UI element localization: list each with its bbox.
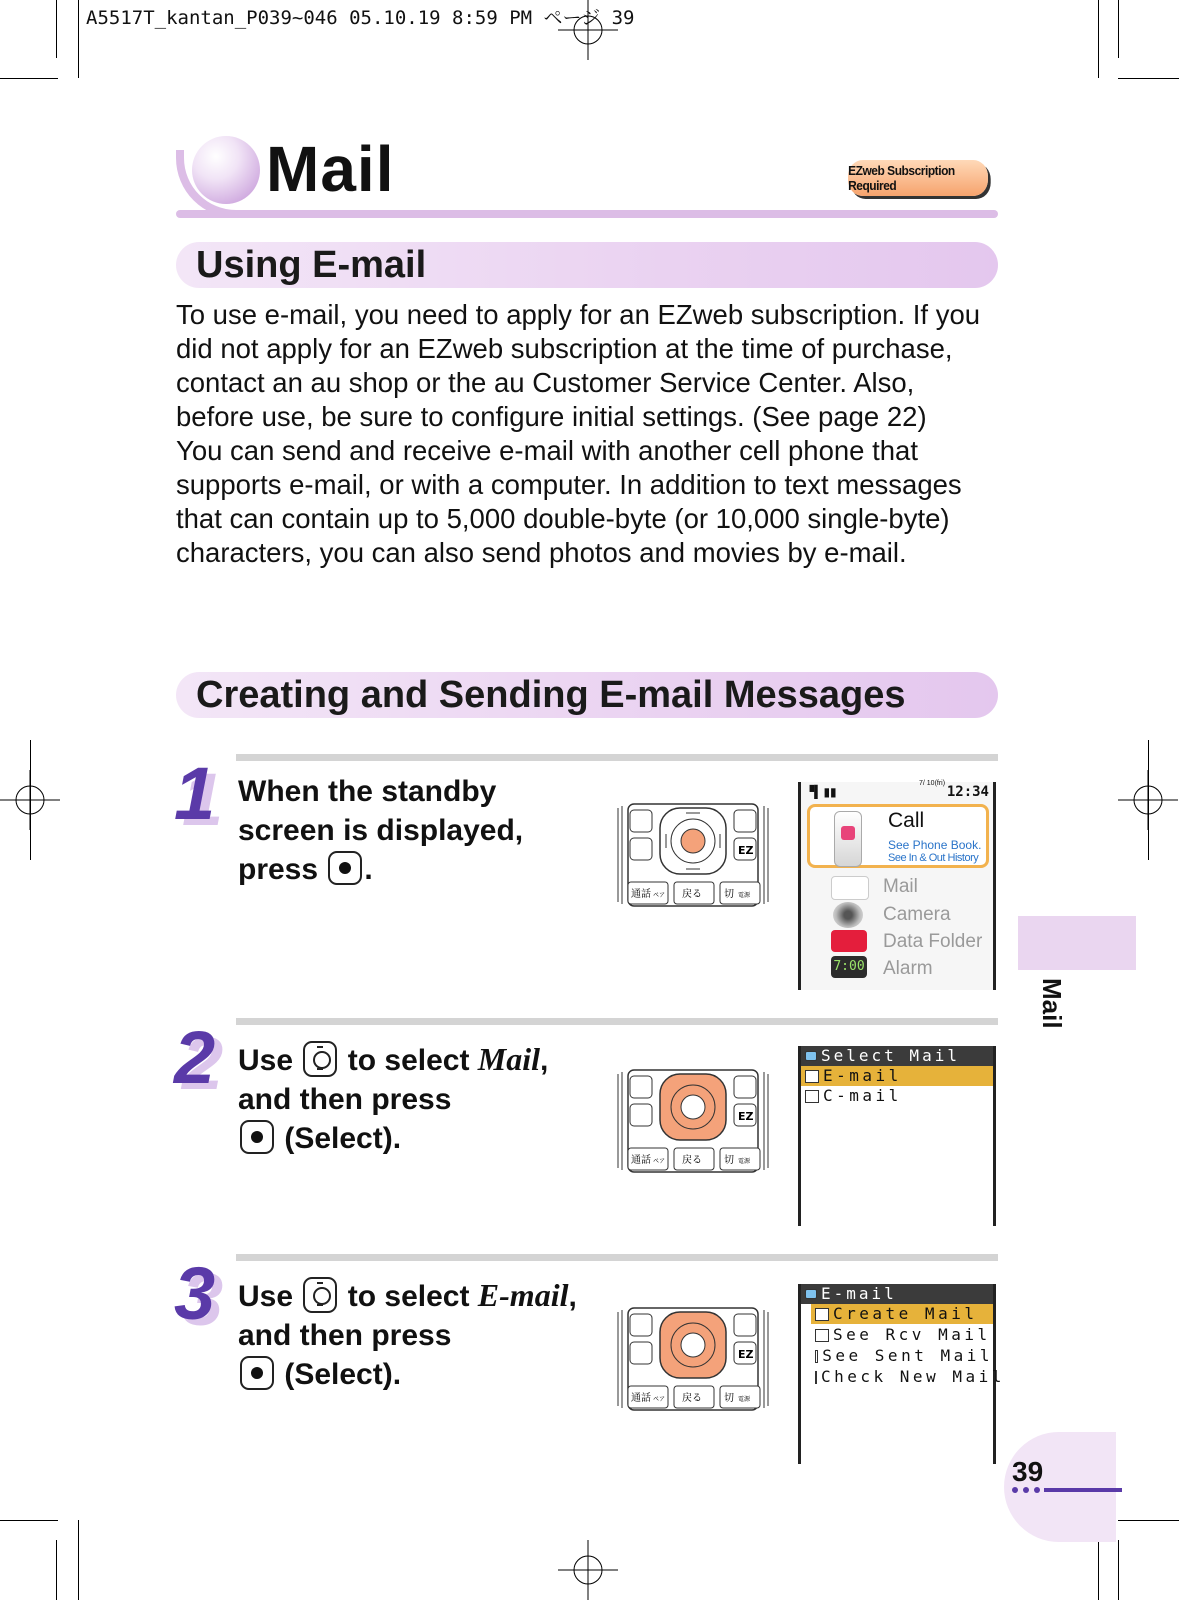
page-title: Mail — [266, 133, 395, 205]
menu-item-alarm[interactable]: Alarm — [883, 958, 933, 979]
screen-item-label: Create Mail — [833, 1304, 978, 1323]
keypad-illustration — [614, 1068, 772, 1174]
step-line — [238, 1276, 577, 1316]
power-key-label: 電源 — [738, 1396, 751, 1403]
crop-mark — [78, 1520, 79, 1600]
screen-item-see-sent-mail[interactable] — [811, 1346, 993, 1366]
nav-key-icon — [303, 1041, 337, 1077]
step-line: screen is displayed, — [238, 814, 524, 847]
step-line: and then press — [238, 1083, 452, 1116]
screen-title: Select Mail — [821, 1046, 960, 1065]
step-word: . — [364, 853, 373, 886]
step-word: Use — [238, 1280, 294, 1313]
ezweb-badge: EZweb Subscription Required — [848, 160, 988, 196]
section-header-using-email — [176, 242, 998, 288]
camera-icon — [833, 902, 863, 928]
title-sphere-icon — [192, 136, 260, 204]
step-word: (Select). — [284, 1122, 402, 1155]
ez-key-label: EZ — [738, 1348, 754, 1361]
ez-key-label: EZ — [738, 844, 754, 857]
crop-mark — [56, 0, 57, 58]
crop-mark — [1118, 0, 1119, 58]
pencil-icon — [815, 1308, 829, 1321]
step-1-instruction — [238, 772, 523, 889]
email-icon — [805, 1070, 819, 1083]
end-key-label: 切 — [724, 889, 734, 900]
keypad-illustration — [614, 1306, 772, 1412]
call-label: Call — [888, 809, 925, 832]
crop-mark — [0, 1520, 58, 1521]
crop-mark — [56, 1540, 57, 1600]
menu-item-camera[interactable]: Camera — [883, 904, 951, 925]
data-folder-icon — [831, 930, 867, 952]
date-label: 7/ 10(fri) — [919, 780, 946, 787]
screen-title: E-mail — [821, 1284, 897, 1303]
mail-icon — [831, 876, 869, 900]
center-key-icon — [240, 1120, 274, 1154]
back-key-label: 戻る — [682, 889, 702, 900]
step-divider — [236, 1018, 998, 1025]
screen-item-label: See Rcv Mail — [833, 1325, 991, 1344]
screen-title-bar — [801, 1046, 993, 1066]
end-key-label: 切 — [724, 1393, 734, 1404]
step-target: Mail — [477, 1041, 541, 1077]
screen-item-label: See Sent Mail — [822, 1346, 993, 1365]
intro-paragraph: You can send and receive e-mail with another cell phone that supports e-mail, or with a computer. In addition to text messages that can contain up to 5,000 double-byte (or 10,000 single-byte) characters, you can also send photos and movies by e-mail. — [176, 435, 962, 568]
step-word: to select — [347, 1044, 470, 1077]
print-header: A5517T_kantan_P039~046 05.10.19 8:59 PM ページ 39 — [86, 7, 635, 29]
pair-key-label: ペア — [653, 892, 666, 899]
step-line — [238, 850, 523, 889]
section-title: Creating and Sending E-mail Messages — [196, 674, 906, 716]
step-word: press — [238, 853, 319, 886]
crop-mark — [78, 0, 79, 78]
section-title: Using E-mail — [196, 244, 427, 286]
screen-item-label: Check New Mail — [821, 1367, 1005, 1386]
call-sub-label: See Phone Book. — [888, 838, 982, 852]
title-underline — [176, 210, 998, 218]
crop-mark — [1118, 78, 1179, 79]
back-key-label: 戻る — [682, 1155, 702, 1166]
ez-key-label: EZ — [738, 1110, 754, 1123]
screen-item-cmail[interactable] — [801, 1086, 993, 1106]
email-menu-screen — [798, 1284, 1005, 1464]
crop-mark — [1098, 0, 1099, 78]
step-3-instruction — [238, 1276, 577, 1394]
end-key-label: 切 — [724, 1155, 734, 1166]
page-dots-icon — [1012, 1487, 1122, 1493]
step-word: , — [568, 1280, 577, 1313]
step-number: 1 — [174, 752, 216, 835]
step-word: , — [540, 1044, 549, 1077]
step-line: When the standby — [238, 775, 497, 808]
phone-icon — [834, 811, 862, 867]
call-key-label: 通話 — [631, 889, 651, 900]
back-key-label: 戻る — [682, 1393, 702, 1404]
select-mail-screen — [798, 1046, 996, 1226]
center-key-icon — [328, 851, 362, 885]
screen-item-check-new-mail[interactable] — [811, 1367, 1005, 1387]
menu-item-mail[interactable]: Mail — [883, 876, 918, 897]
pair-key-label: ペア — [653, 1158, 666, 1165]
step-divider — [236, 754, 998, 761]
screen-item-email[interactable] — [801, 1066, 993, 1086]
menu-item-data-folder[interactable]: Data Folder — [883, 931, 983, 952]
step-target: E-mail — [477, 1277, 569, 1313]
keypad-illustration — [614, 802, 772, 908]
step-line — [238, 1355, 577, 1394]
step-line: and then press — [238, 1319, 452, 1352]
step-line — [238, 1040, 548, 1080]
nav-key-icon — [303, 1277, 337, 1313]
screen-item-see-rcv-mail[interactable] — [811, 1325, 993, 1345]
call-key-label: 通話 — [631, 1155, 651, 1166]
center-key-icon — [240, 1356, 274, 1390]
step-word: Use — [238, 1044, 294, 1077]
screen-title-icon — [805, 1051, 817, 1061]
cmail-icon — [805, 1090, 819, 1103]
standby-menu-screen — [798, 782, 996, 990]
power-key-label: 電源 — [738, 1158, 751, 1165]
signal-battery-icon: ▝▍▮▮ — [805, 785, 837, 799]
inbox-icon — [815, 1329, 829, 1342]
alarm-icon: 7:00 — [831, 956, 867, 978]
status-bar — [801, 782, 993, 802]
power-key-label: 電源 — [738, 892, 751, 899]
pair-key-label: ペア — [653, 1396, 666, 1403]
call-sub-label: See In & Out History — [888, 852, 979, 864]
intro-text — [176, 298, 996, 570]
step-word: (Select). — [284, 1358, 402, 1391]
call-menu-item[interactable] — [807, 804, 989, 868]
outbox-icon — [815, 1350, 818, 1363]
crop-mark — [1118, 1520, 1179, 1521]
screen-item-label: E-mail — [823, 1066, 902, 1085]
chapter-tab — [1018, 916, 1136, 970]
step-word: to select — [347, 1280, 470, 1313]
call-key-label: 通話 — [631, 1393, 651, 1404]
clock: 12:34 — [946, 784, 989, 800]
step-line — [238, 1119, 548, 1158]
section-header-creating-email — [176, 672, 998, 718]
step-2-instruction — [238, 1040, 548, 1158]
crop-mark — [0, 78, 58, 79]
screen-title-icon — [805, 1289, 817, 1299]
step-number: 3 — [174, 1252, 216, 1335]
screen-item-create-mail[interactable] — [811, 1304, 993, 1324]
step-number: 2 — [174, 1016, 216, 1099]
registration-mark-icon — [558, 1540, 618, 1600]
step-divider — [236, 1254, 998, 1261]
screen-title-bar — [801, 1284, 993, 1304]
screen-item-label: C-mail — [823, 1086, 902, 1105]
crop-mark — [1148, 740, 1149, 860]
crop-mark — [1118, 1540, 1119, 1600]
crop-mark — [30, 740, 31, 860]
intro-paragraph: To use e-mail, you need to apply for an EZweb subscription. If you did not apply for an EZweb subscription at the time of purchase, contact an au shop or the au Customer Service Center. Also, before use, be sure to configure initial settings. (See page 22) — [176, 299, 981, 432]
check-mail-icon — [815, 1371, 817, 1384]
page-number: 39 — [1012, 1456, 1044, 1487]
chapter-tab-label: Mail — [1037, 978, 1067, 1029]
